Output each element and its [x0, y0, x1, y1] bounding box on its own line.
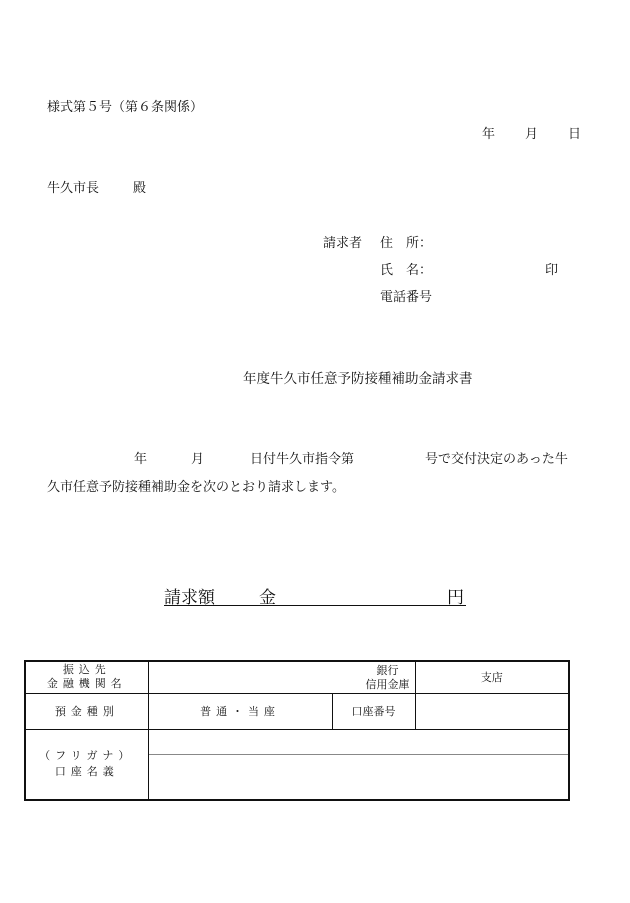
furigana-label: （フリガナ） — [39, 749, 135, 763]
applicant-label: 請求者 — [323, 236, 363, 251]
deposit-type-label: 預金種別 — [25, 693, 148, 729]
bank-type-options — [366, 664, 410, 692]
amount-label: 請求額 — [164, 588, 215, 608]
seal-mark: 印 — [545, 263, 559, 278]
addressee-name: 牛久市長 — [47, 181, 100, 196]
furigana-field[interactable] — [149, 730, 569, 755]
account-holder-cell[interactable] — [148, 729, 569, 800]
account-number-label: 口座番号 — [332, 693, 415, 729]
branch-label: 支店 — [480, 671, 503, 685]
deposit-type-options[interactable]: 普通・当座 — [148, 693, 332, 729]
amount-yen: 円 — [447, 588, 464, 608]
transfer-destination-label: 振込先 — [62, 663, 111, 677]
account-number-field[interactable] — [415, 693, 569, 729]
amount-kin: 金 — [259, 588, 276, 608]
body-line-2: 久市任意予防接種補助金を次のとおり請求します。 — [47, 480, 345, 495]
name-label: 氏 名： — [380, 263, 433, 278]
date-month-label: 月 — [525, 127, 539, 142]
request-amount-line — [164, 583, 466, 606]
form-number: 様式第５号（第６条関係） — [47, 100, 204, 115]
financial-institution-label: 金融機関名 — [46, 677, 127, 691]
institution-label-cell — [25, 661, 148, 693]
document-title: 年度牛久市任意予防接種補助金請求書 — [243, 371, 473, 387]
credit-union-option: 信用金庫 — [365, 678, 410, 691]
body-year: 年 — [134, 452, 148, 467]
branch-cell[interactable] — [415, 661, 569, 693]
phone-label: 電話番号 — [380, 290, 433, 305]
institution-name-cell[interactable] — [148, 661, 415, 693]
body-number-text: 号で交付決定のあった牛 — [425, 452, 568, 467]
account-holder-field[interactable] — [149, 755, 569, 799]
account-holder-label: 口座名義 — [54, 765, 119, 779]
body-month: 月 — [191, 452, 205, 467]
bank-transfer-table — [24, 660, 570, 801]
body-directive-ref: 日付牛久市指令第 — [250, 452, 355, 467]
addressee-honorific: 殿 — [133, 181, 147, 196]
bank-option: 銀行 — [376, 664, 399, 677]
address-label: 住 所： — [380, 236, 433, 251]
date-day-label: 日 — [568, 127, 582, 142]
date-year-label: 年 — [482, 127, 496, 142]
account-holder-label-cell — [25, 729, 148, 800]
